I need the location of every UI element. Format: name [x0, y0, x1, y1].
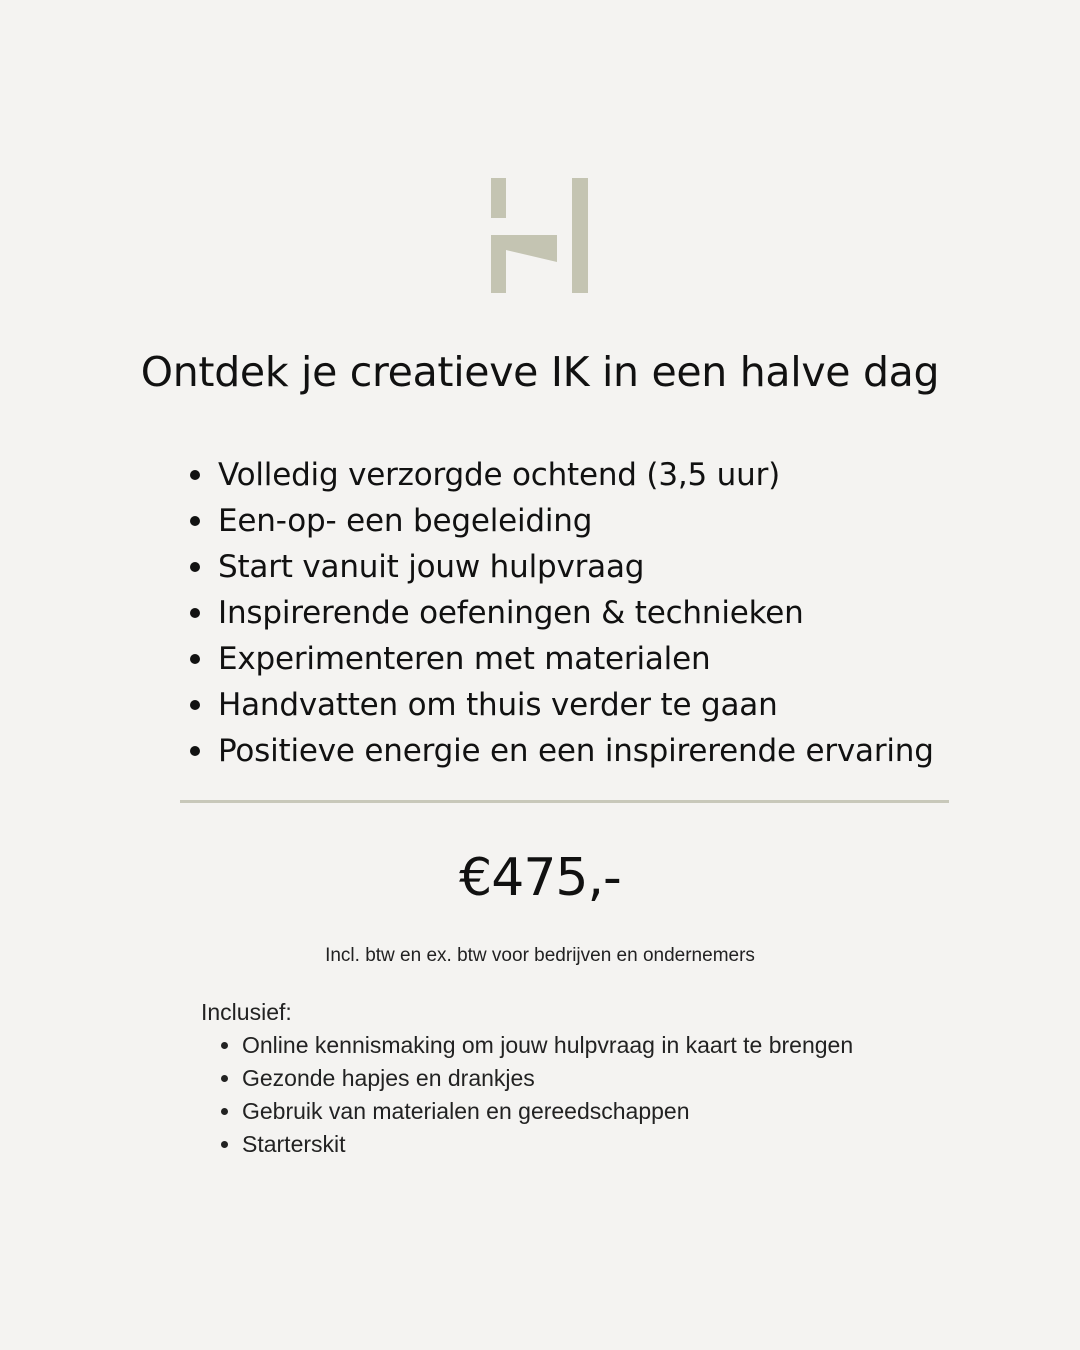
inclusive-label: Online kennismaking om jouw hulpvraag in kaart te brengen — [242, 1032, 854, 1058]
feature-list — [186, 452, 934, 774]
bullet-icon — [221, 1108, 228, 1115]
inclusive-label: Starterskit — [242, 1131, 346, 1157]
inclusive-heading: Inclusief: — [201, 999, 292, 1025]
inclusive-item — [218, 1095, 853, 1128]
inclusive-item — [218, 1062, 853, 1095]
bullet-icon — [221, 1141, 228, 1148]
feature-item — [186, 452, 934, 498]
monogram-h-icon — [491, 178, 588, 293]
feature-item — [186, 636, 934, 682]
bullet-icon — [190, 562, 200, 572]
bullet-icon — [190, 746, 200, 756]
feature-label: Inspirerende oefeningen & technieken — [218, 595, 804, 631]
bullet-icon — [190, 700, 200, 710]
inclusive-item — [218, 1029, 853, 1062]
inclusive-label: Gezonde hapjes en drankjes — [242, 1065, 535, 1091]
feature-label: Experimenteren met materialen — [218, 641, 711, 677]
feature-item — [186, 544, 934, 590]
section-divider — [180, 800, 949, 803]
inclusive-label: Gebruik van materialen en gereedschappen — [242, 1098, 690, 1124]
feature-item — [186, 498, 934, 544]
price-label: €475,- — [459, 848, 621, 908]
bullet-icon — [221, 1075, 228, 1082]
inclusive-item — [218, 1128, 853, 1161]
page-title: Ontdek je creatieve IK in een halve dag — [140, 348, 940, 396]
feature-label: Een-op- een begeleiding — [218, 503, 593, 539]
vat-note: Incl. btw en ex. btw voor bedrijven en ondernemers — [325, 945, 755, 966]
feature-item — [186, 682, 934, 728]
feature-label: Start vanuit jouw hulpvraag — [218, 549, 645, 585]
bullet-icon — [190, 654, 200, 664]
bullet-icon — [221, 1042, 228, 1049]
feature-label: Positieve energie en een inspirerende ervaring — [218, 733, 934, 769]
bullet-icon — [190, 470, 200, 480]
feature-label: Handvatten om thuis verder te gaan — [218, 687, 778, 723]
feature-item — [186, 590, 934, 636]
feature-label: Volledig verzorgde ochtend (3,5 uur) — [218, 457, 781, 493]
feature-item — [186, 728, 934, 774]
inclusive-list — [218, 1029, 853, 1161]
bullet-icon — [190, 608, 200, 618]
bullet-icon — [190, 516, 200, 526]
